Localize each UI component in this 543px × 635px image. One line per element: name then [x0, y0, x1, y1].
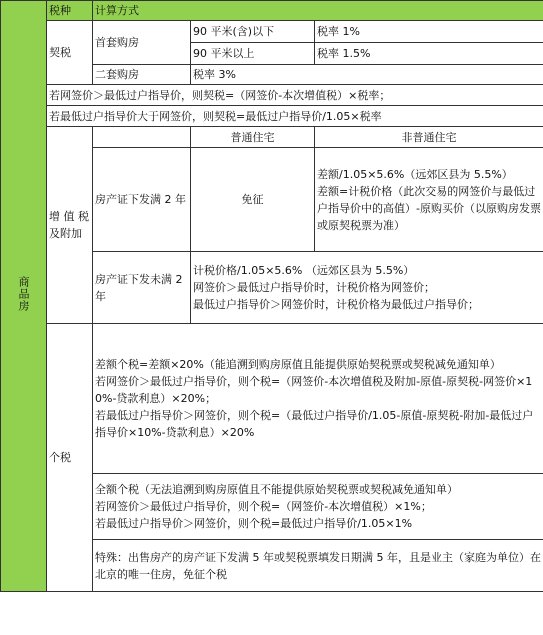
vat-col-non-ordinary: 非普通住宅 [315, 127, 543, 148]
income-full-line-2: 若网签价＞最低过户指导价，则个税=（网签价-本次增值税）×1%； [95, 500, 432, 513]
deed-tax-label: 契税 [47, 21, 93, 85]
deed-first-large-area: 90 平米以上 [191, 43, 315, 65]
deed-second-home-label: 二套购房 [93, 65, 191, 85]
vat-over2-label: 房产证下发满 2 年 [93, 148, 191, 252]
vat-col-ordinary: 普通住宅 [191, 127, 315, 148]
deed-second-rate: 税率 3% [191, 65, 543, 85]
deed-first-large-rate: 税率 1.5% [315, 43, 543, 65]
vat-under2-line-2: 网签价＞最低过户指导价时，计税价格为网签价； [193, 281, 435, 294]
income-full-block [93, 474, 543, 540]
header-tax-type: 税种 [47, 1, 93, 21]
vat-over2-line-2: 差额=计税价格（此次交易的网签价与最低过户指导价中的高值）-原购买价（以原购房发票或原契税票为准） [317, 184, 541, 232]
vat-over2-line-1: 差额/1.05×5.6%（远郊区县为 5.5%） [317, 167, 513, 181]
vat-label: 增 值 税 及附加 [47, 127, 93, 324]
vat-over2-non-ordinary [315, 148, 543, 252]
category-label: 商品房 [17, 275, 30, 312]
income-full-line-1: 全额个税（无法追溯到购房原值且不能提供原始契税票或契税减免通知单） [95, 483, 458, 496]
income-diff-line-3: 若最低过户指导价＞网签价，则个税=（最低过户指导价/1.05-原值-原契税-附加-最低过户指导价×10%-贷款利息）×20% [95, 409, 534, 439]
vat-over2-ordinary: 免征 [191, 148, 315, 252]
income-tax-label: 个税 [47, 324, 93, 592]
vat-corner-empty [93, 127, 191, 148]
vat-under2-line-1: 计税价格/1.05×5.6% （远郊区县为 5.5%） [193, 264, 415, 277]
income-diff-line-1: 差额个税=差额×20%（能追溯到购房原值且能提供原始契税票或契税减免通知单） [95, 358, 501, 371]
category-cell [1, 1, 47, 592]
header-calc-method: 计算方式 [93, 1, 543, 21]
vat-under2-label: 房产证下发未满 2 年 [93, 252, 191, 324]
deed-first-home-label: 首套购房 [93, 21, 191, 65]
deed-first-small-area: 90 平米(含)以下 [191, 21, 315, 43]
vat-under2-detail [191, 252, 543, 324]
income-diff-line-2: 若网签价＞最低过户指导价，则个税=（网签价-本次增值税及附加-原值-原契税-网签价×10%-贷款利息）×20%； [95, 375, 533, 405]
income-special-note: 特殊：出售房产的房产证下发满 5 年或契税票填发日期满 5 年，且是业主（家庭为单位）在北京的唯一住房，免征个税 [93, 540, 543, 592]
vat-under2-line-3: 最低过户指导价＞网签价时，计税价格为最低过户指导价； [193, 298, 479, 311]
deed-note-1: 若网签价＞最低过户指导价，则契税=（网签价-本次增值税）×税率； [47, 85, 543, 106]
deed-first-small-rate: 税率 1% [315, 21, 543, 43]
income-diff-block [93, 324, 543, 474]
deed-note-2: 若最低过户指导价大于网签价，则契税=最低过户指导价/1.05×税率 [47, 106, 543, 127]
income-full-line-3: 若最低过户指导价＞网签价，则个税=最低过户指导价/1.05×1% [95, 517, 413, 530]
